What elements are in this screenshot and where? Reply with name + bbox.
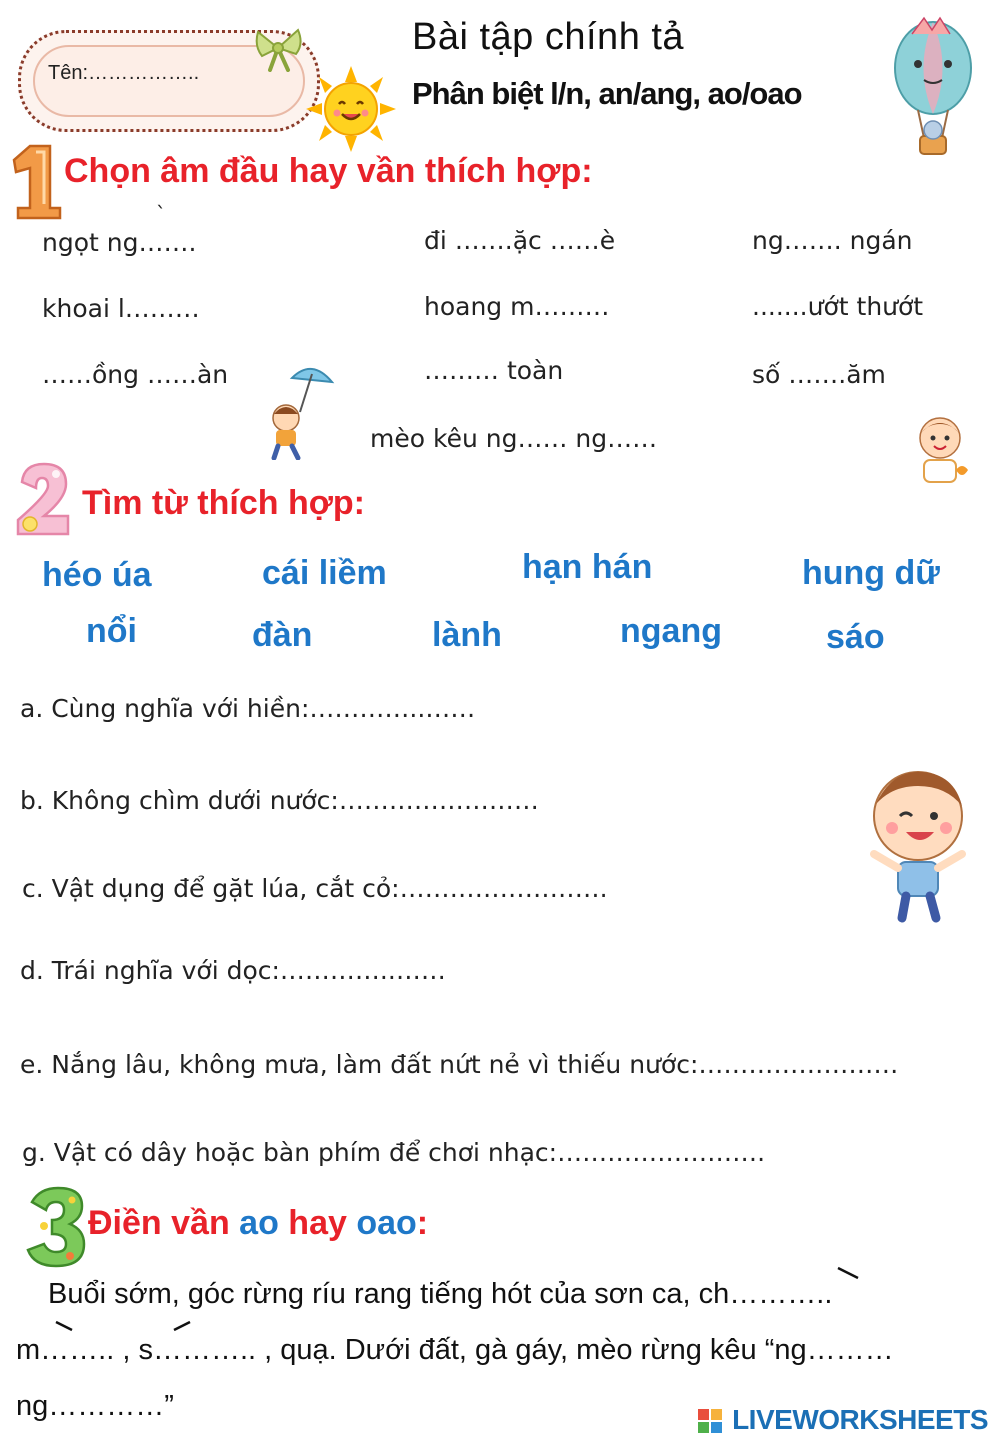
accent-mark: `	[156, 202, 166, 226]
question-e: e. Nắng lâu, không mưa, làm đất nứt nẻ vì thiếu nước:……………………	[20, 1050, 899, 1079]
page-title: Bài tập chính tả	[412, 16, 685, 58]
girl-heart-icon	[912, 410, 974, 488]
word-choice: nổi	[86, 612, 137, 650]
word-choice: sáo	[826, 618, 885, 656]
exercise-item: số …….ăm	[752, 360, 886, 389]
word-choice: héo úa	[42, 556, 152, 594]
question-d: d. Trái nghĩa với dọc:…………..……	[20, 956, 446, 985]
exercise-item: mèo kêu ng…… ng……	[370, 424, 658, 453]
kid-umbrella-icon	[262, 362, 336, 460]
acute-accent-mark	[172, 1320, 192, 1332]
word-choice: hung dữ	[802, 554, 940, 592]
section3-title: Điền vần ao hay oao:	[88, 1204, 429, 1242]
exercise-item: đi …….ặc ……è	[424, 226, 616, 255]
number-three-icon	[24, 1186, 88, 1268]
word-choice: lành	[432, 616, 502, 654]
exercise-item: hoang m………	[424, 292, 610, 321]
exercise-item: ……… toàn	[424, 356, 564, 385]
boy-waving-icon	[862, 764, 974, 924]
footer-brand[interactable]: LIVEWORKSHEETS	[732, 1404, 988, 1435]
word-choice: hạn hán	[522, 548, 653, 586]
grave-accent-mark	[54, 1320, 74, 1332]
word-choice: cái liềm	[262, 554, 387, 592]
exercise-item: khoai l………	[42, 294, 200, 323]
exercise-item: ……ồng ……àn	[42, 360, 229, 389]
question-g: g. Vật có dây hoặc bàn phím để chơi nhạc:…………………….	[22, 1138, 766, 1167]
paragraph-line-3: ng…………”	[16, 1390, 174, 1422]
question-a: a. Cùng nghĩa với hiền:…………..……	[20, 694, 476, 723]
hot-air-balloon-icon	[888, 10, 978, 160]
question-b: b. Không chìm dưới nước:……………………	[20, 786, 539, 815]
page-subtitle: Phân biệt l/n, an/ang, ao/oao	[412, 76, 802, 111]
question-c: c. Vật dụng để gặt lúa, cắt cỏ:…………………….	[22, 874, 608, 903]
exercise-item: ng……. ngán	[752, 226, 913, 255]
word-choice: ngang	[620, 612, 722, 650]
ribbon-bow-icon	[252, 26, 304, 72]
paragraph-line-2: m…….. , s……….. , quạ. Dưới đất, gà gáy, mèo rừng kêu “ng………	[16, 1334, 894, 1366]
number-two-icon	[8, 460, 76, 540]
grave-accent-mark	[836, 1266, 860, 1280]
section2-title: Tìm từ thích hợp:	[82, 484, 365, 522]
name-label: Tên:……………..	[48, 62, 200, 84]
liveworksheets-logo-icon	[698, 1409, 722, 1433]
word-choice: đàn	[252, 616, 313, 654]
section1-title: Chọn âm đầu hay vần thích hợp:	[64, 152, 593, 190]
sun-icon	[306, 66, 396, 152]
exercise-item: .......ướt thướt	[752, 292, 924, 321]
number-one-icon	[10, 142, 62, 220]
exercise-item: ngọt ng…….	[42, 228, 197, 257]
paragraph-line-1: Buổi sớm, góc rừng ríu rang tiếng hót của sơn ca, ch………..	[48, 1278, 833, 1310]
